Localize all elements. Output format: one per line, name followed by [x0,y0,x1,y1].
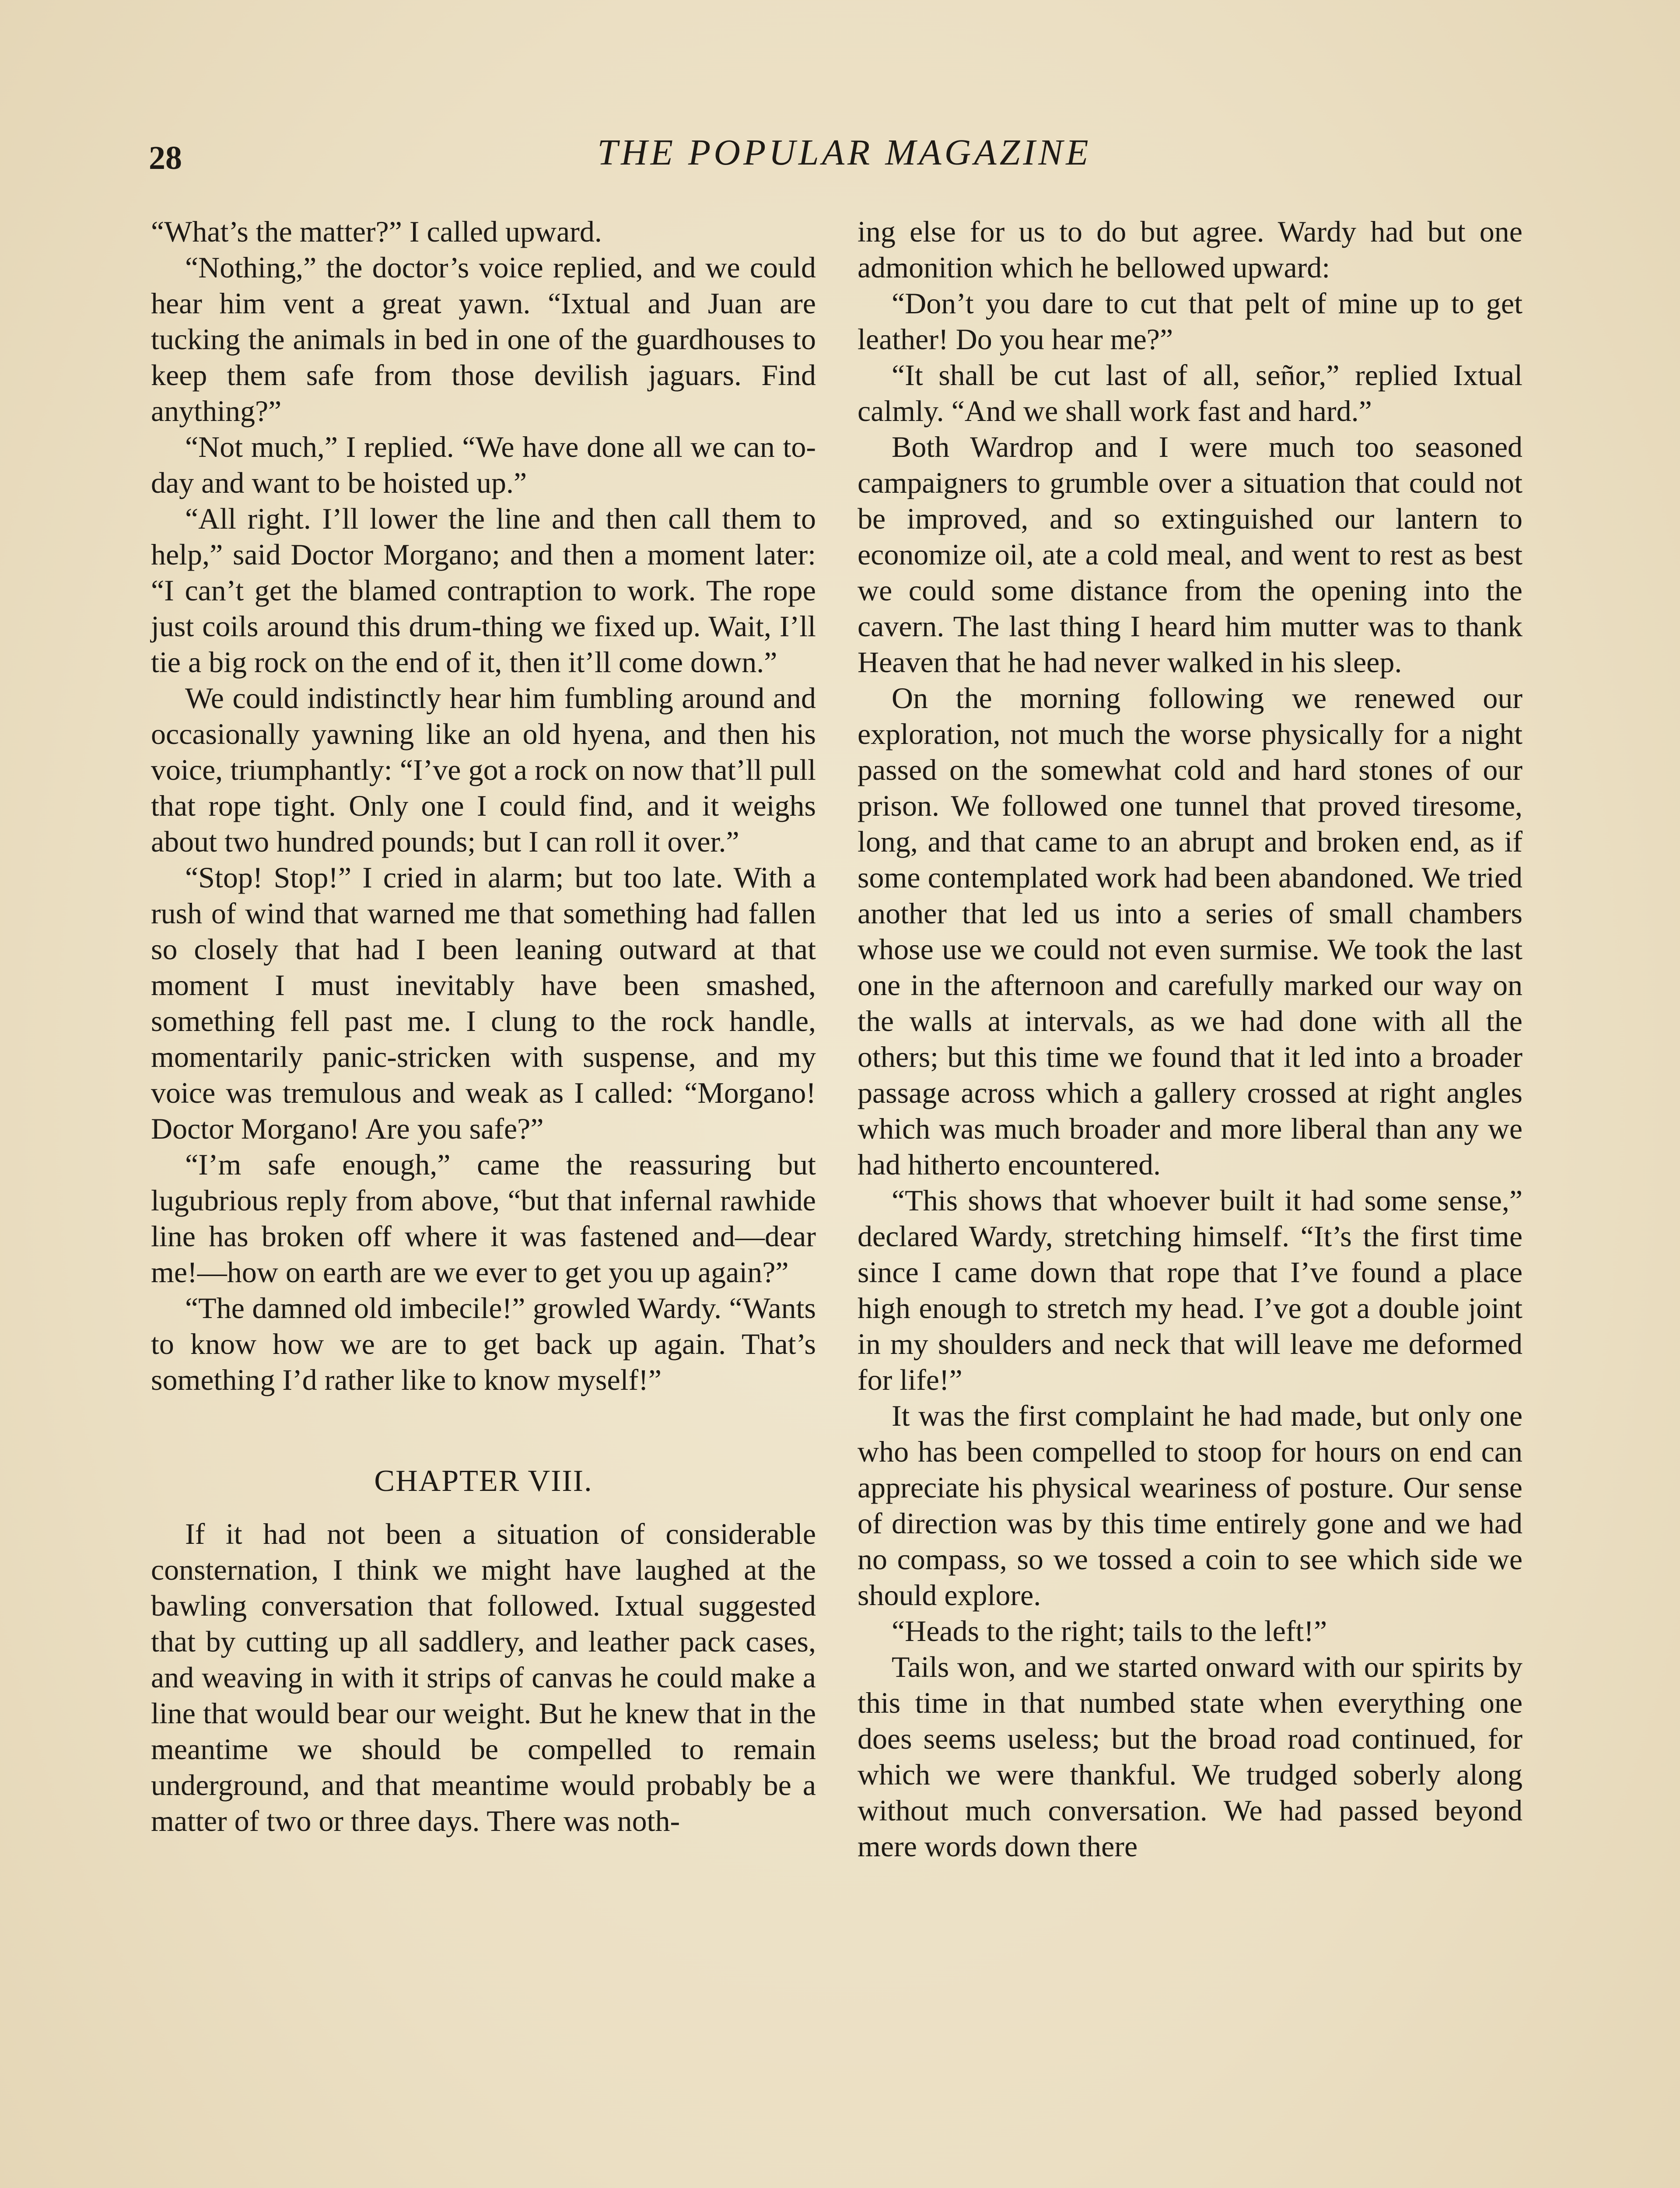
paragraph: “Heads to the right; tails to the left!” [892,1614,1327,1648]
paragraph: “This shows that whoever built it had some sense,” declared Wardy, stretching himself. “It’s the first time since I came down that rope that I’ve found a place high enough to stretch my head. I’ve got a double joint in my shoulders and neck that will leave me deformed for life!” [858,1184,1522,1396]
paragraph: “Don’t you dare to cut that pelt of mine up to get leather! Do you hear me?” [858,287,1522,356]
paragraph: “What’s the matter?” I called upward. [151,215,602,248]
chapter-heading: CHAPTER VIII. [374,1464,593,1498]
page-header [149,131,1540,188]
paragraph: “All right. I’ll lower the line and then call them to help,” said Doctor Morgano; and then a moment later: “I can’t get the blamed contraption to work. The rope just coils around this drum-thing we fixed up. Wait, I’ll tie a big rock on the end of it, then it’ll come down.” [151,502,816,679]
paragraph: If it had not been a situation of considerable consternation, I think we might have laughed at the bawling conversation that followed. Ixtual suggested that by cutting up all saddlery, and leather pack cases, and weaving in with it strips of canvas he could make a line that would bear our weight. But he knew that in the meantime we should be compelled to remain underground, and that meantime would probably be a matter of two or three days. There was noth- [151,1517,816,1837]
paragraph-continuation: ing else for us to do but agree. Wardy had but one admonition which he bellowed upward: [858,215,1522,284]
paragraph: It was the first complaint he had made, but only one who has been compelled to stoop for hours on end can appreciate his physical weariness of posture. Our sense of direction was by this time entirely gone and we had no compass, so we tossed a coin to see which side we should explore. [858,1399,1522,1612]
paragraph: “I’m safe enough,” came the reassuring but lugubrious reply from above, “but that infernal rawhide line has broken off where it was fastened and—dear me!—how on earth are we ever to get you up again?” [151,1148,816,1289]
paragraph: “Stop! Stop!” I cried in alarm; but too late. With a rush of wind that warned me that something had fallen so closely that had I been leaning outward at that moment I must inevitably have been smashed, something fell past me. I clung to the rock handle, momentarily panic-stricken with suspense, and my voice was tremulous and weak as I called: “Morgano! Doctor Morgano! Are you safe?” [151,861,816,1145]
paragraph: “Not much,” I replied. “We have done all we can to-day and want to be hoisted up.” [151,430,816,499]
paragraph: Both Wardrop and I were much too seasoned campaigners to grumble over a situation that could not be improved, and so extinguished our lantern to economize oil, ate a cold meal, and went to rest as best we could some distance from the opening into the cavern. The last thing I heard him mutter was to thank Heaven that he had never walked in his sleep. [858,430,1522,679]
left-column [151,214,816,1839]
right-column [858,214,1522,1864]
paragraph: “It shall be cut last of all, señor,” replied Ixtual calmly. “And we shall work fast and hard.” [858,358,1522,428]
paragraph: Tails won, and we started onward with our spirits by this time in that numbed state when everything one does seems useless; but the broad road continued, for which we were thankful. We trudged soberly along without much conversation. We had passed beyond mere words down there [858,1650,1522,1863]
page-number: 28 [149,140,182,176]
paragraph: On the morning following we renewed our exploration, not much the worse physically for a night passed on the somewhat cold and hard stones of our prison. We followed one tunnel that proved tiresome, long, and that came to an abrupt and broken end, as if some contemplated work had been abandoned. We tried another that led us into a series of small chambers whose use we could not even surmise. We took the last one in the afternoon and carefully marked our way on the walls at intervals, as we had done with all the others; but this time we found that it led into a broader passage across which a gallery crossed at right angles which was much broader and more liberal than any we had hitherto encountered. [858,681,1522,1181]
paragraph: “Nothing,” the doctor’s voice replied, and we could hear him vent a great yawn. “Ixtual and Juan are tucking the animals in bed in one of the guardhouses to keep them safe from those devilish jaguars. Find anything?” [151,251,816,428]
paragraph: We could indistinctly hear him fumbling around and occasionally yawning like an old hyena, and then his voice, triumphantly: “I’ve got a rock on now that’ll pull that rope tight. Only one I could find, and it weighs about two hundred pounds; but I can roll it over.” [151,681,816,858]
paragraph: “The damned old imbecile!” growled Wardy. “Wants to know how we are to get back up again. That’s something I’d rather like to know myself!” [151,1291,816,1396]
running-title: THE POPULAR MAGAZINE [597,132,1092,173]
